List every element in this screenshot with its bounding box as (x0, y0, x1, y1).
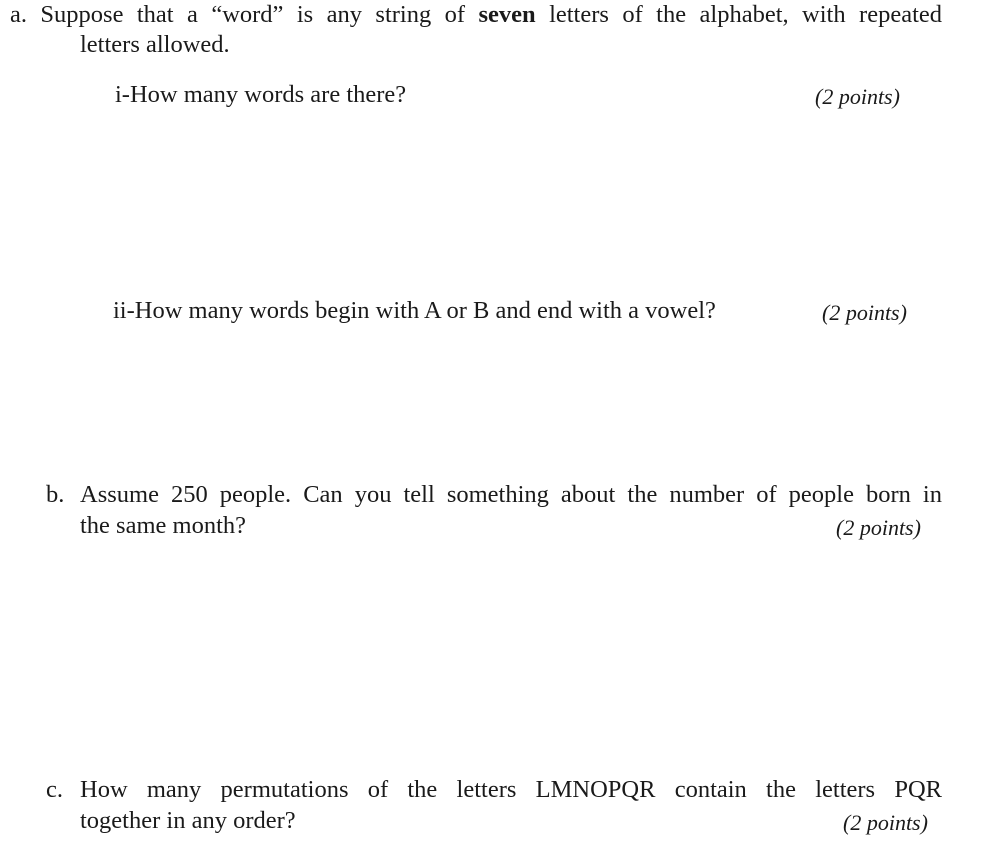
question-b-line2: the same month? (80, 512, 247, 539)
question-c-line1: How many permutations of the letters LMNOPQR contain the letters PQR (80, 776, 942, 803)
question-b-label: b. (46, 481, 65, 508)
question-b-points: (2 points) (836, 515, 921, 540)
question-c-label: c. (46, 776, 63, 803)
question-b-line1: Assume 250 people. Can you tell something about the number of people born in (80, 481, 942, 508)
question-a-sub-ii-points: (2 points) (822, 300, 907, 325)
question-a-label: a. (10, 1, 27, 28)
question-a-intro-pre: Suppose that a “word” is any string of (40, 1, 466, 28)
question-c-points: (2 points) (843, 810, 928, 835)
question-a-sub-i-points: (2 points) (815, 84, 900, 109)
question-a-line2: letters allowed. (80, 31, 230, 58)
question-a-sub-i-text: i-How many words are there? (115, 81, 407, 108)
question-a-line1 (10, 0, 942, 30)
question-a-intro-bold: seven (478, 1, 536, 28)
question-a-intro-post: letters of the alphabet, with repeated (549, 1, 942, 28)
question-c-line2: together in any order? (80, 807, 296, 834)
question-a-sub-ii-text: ii-How many words begin with A or B and end with a vowel? (113, 297, 716, 324)
